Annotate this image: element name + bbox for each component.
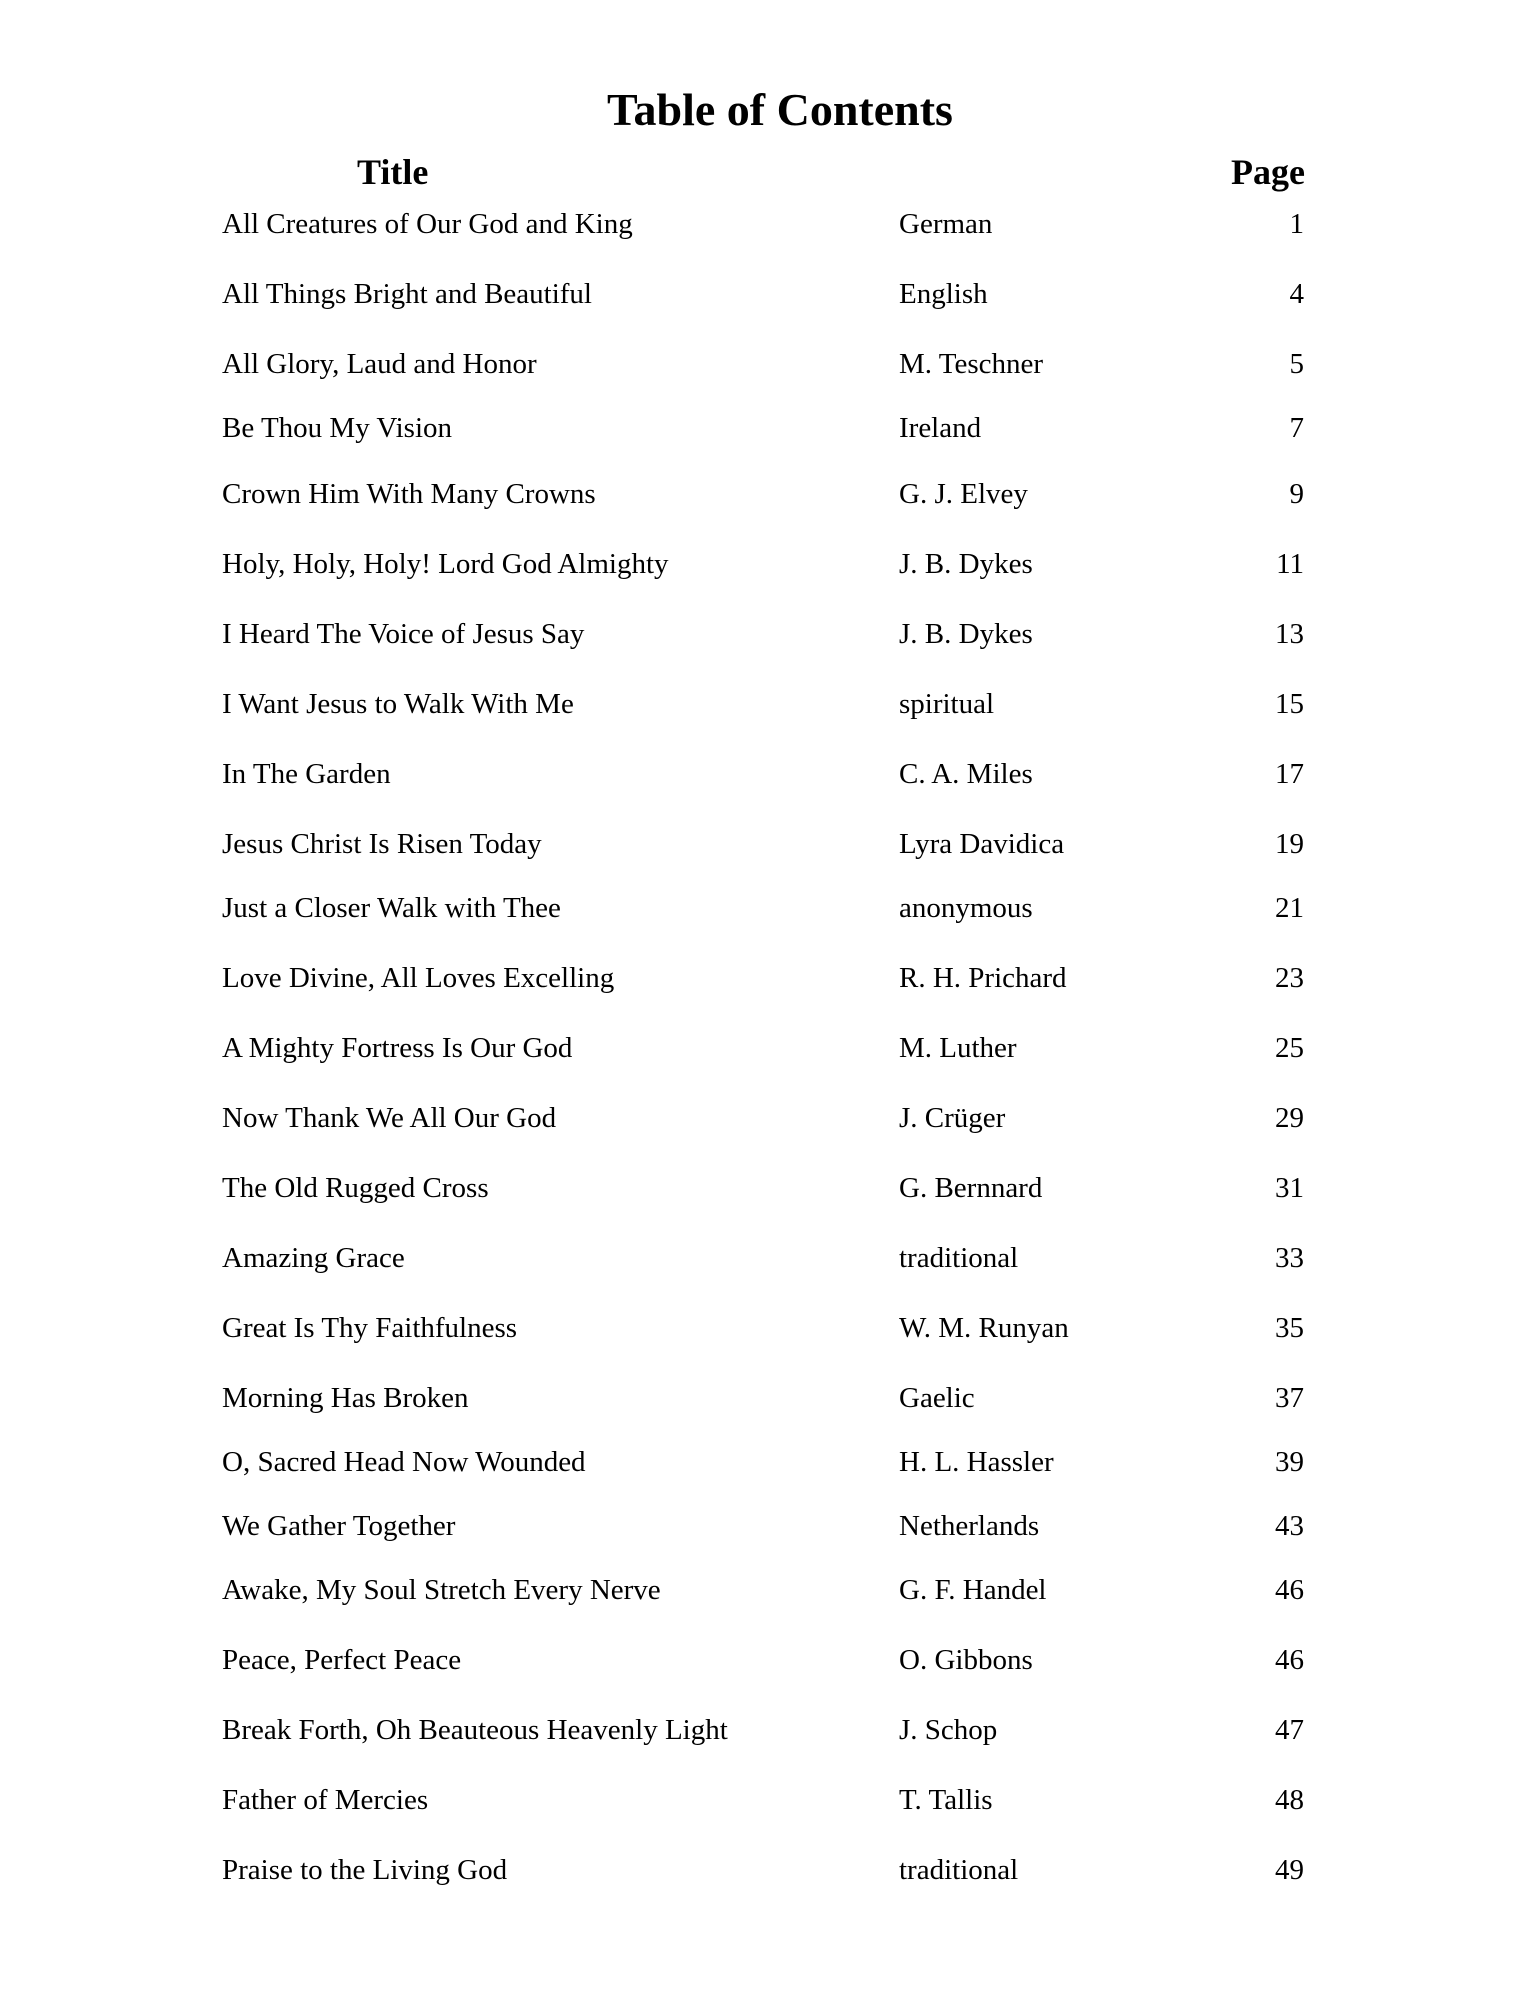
entry-composer: anonymous	[899, 892, 1033, 924]
toc-entry	[0, 1168, 1540, 1208]
entry-composer: M. Teschner	[899, 348, 1044, 380]
toc-entry	[0, 754, 1540, 794]
entry-composer: Lyra Davidica	[899, 828, 1065, 860]
entry-title: Awake, My Soul Stretch Every Nerve	[222, 1574, 661, 1606]
toc-entry	[0, 344, 1540, 384]
entry-composer: G. Bernnard	[899, 1172, 1043, 1204]
entry-page-number: 15	[1275, 688, 1304, 720]
toc-entry	[0, 1710, 1540, 1750]
toc-entry	[0, 204, 1540, 244]
entry-composer: J. B. Dykes	[899, 548, 1033, 580]
entry-page-number: 46	[1275, 1574, 1304, 1606]
entry-title: Break Forth, Oh Beauteous Heavenly Light	[222, 1714, 728, 1746]
entry-composer: Netherlands	[899, 1510, 1040, 1542]
entry-composer: W. M. Runyan	[899, 1312, 1069, 1344]
entry-composer: Gaelic	[899, 1382, 975, 1414]
entry-title: Amazing Grace	[222, 1242, 405, 1274]
toc-entry	[0, 1780, 1540, 1820]
entry-page-number: 19	[1275, 828, 1304, 860]
entry-title: All Creatures of Our God and King	[222, 208, 633, 240]
entry-page-number: 37	[1275, 1382, 1304, 1414]
entry-composer: H. L. Hassler	[899, 1446, 1054, 1478]
entry-page-number: 4	[1289, 278, 1304, 310]
entry-title: O, Sacred Head Now Wounded	[222, 1446, 586, 1478]
entry-title: We Gather Together	[222, 1510, 456, 1542]
entry-page-number: 17	[1275, 758, 1304, 790]
entry-page-number: 5	[1289, 348, 1304, 380]
entry-composer: English	[899, 278, 988, 310]
entry-title: Morning Has Broken	[222, 1382, 469, 1414]
toc-entry	[0, 824, 1540, 864]
entry-title: A Mighty Fortress Is Our God	[222, 1032, 573, 1064]
entry-page-number: 21	[1275, 892, 1304, 924]
toc-entry	[0, 1570, 1540, 1610]
entry-page-number: 13	[1275, 618, 1304, 650]
column-header-page: Page	[1231, 152, 1305, 192]
entry-title: All Glory, Laud and Honor	[222, 348, 537, 380]
entry-composer: traditional	[899, 1854, 1019, 1886]
entry-page-number: 48	[1275, 1784, 1304, 1816]
entry-page-number: 35	[1275, 1312, 1304, 1344]
entry-title: Praise to the Living God	[222, 1854, 508, 1886]
toc-entry	[0, 614, 1540, 654]
toc-entry	[0, 1238, 1540, 1278]
entry-composer: C. A. Miles	[899, 758, 1033, 790]
entry-page-number: 23	[1275, 962, 1304, 994]
entry-composer: Ireland	[899, 412, 982, 444]
entry-page-number: 33	[1275, 1242, 1304, 1274]
entry-page-number: 1	[1289, 208, 1304, 240]
entry-page-number: 39	[1275, 1446, 1304, 1478]
entry-title: Father of Mercies	[222, 1784, 429, 1816]
toc-entry	[0, 544, 1540, 584]
entry-composer: G. J. Elvey	[899, 478, 1028, 510]
entry-composer: German	[899, 208, 993, 240]
entry-page-number: 46	[1275, 1644, 1304, 1676]
toc-entry	[0, 1640, 1540, 1680]
entry-title: Be Thou My Vision	[222, 412, 453, 444]
entry-composer: O. Gibbons	[899, 1644, 1033, 1676]
entry-page-number: 11	[1276, 548, 1304, 580]
toc-entry	[0, 1098, 1540, 1138]
entry-title: Now Thank We All Our God	[222, 1102, 557, 1134]
entry-page-number: 7	[1289, 412, 1304, 444]
entry-page-number: 43	[1275, 1510, 1304, 1542]
toc-entry	[0, 1378, 1540, 1418]
toc-entry	[0, 888, 1540, 928]
entry-composer: J. B. Dykes	[899, 618, 1033, 650]
toc-entry	[0, 684, 1540, 724]
entry-title: I Want Jesus to Walk With Me	[222, 688, 574, 720]
entry-page-number: 9	[1289, 478, 1304, 510]
entry-composer: spiritual	[899, 688, 995, 720]
entry-title: Just a Closer Walk with Thee	[222, 892, 561, 924]
entry-composer: J. Schop	[899, 1714, 998, 1746]
entry-title: Holy, Holy, Holy! Lord God Almighty	[222, 548, 669, 580]
entry-title: Crown Him With Many Crowns	[222, 478, 596, 510]
entry-title: I Heard The Voice of Jesus Say	[222, 618, 585, 650]
column-header-title: Title	[357, 152, 429, 192]
entry-page-number: 29	[1275, 1102, 1304, 1134]
entry-title: The Old Rugged Cross	[222, 1172, 489, 1204]
entry-title: All Things Bright and Beautiful	[222, 278, 592, 310]
entry-composer: traditional	[899, 1242, 1019, 1274]
toc-entry	[0, 1850, 1540, 1890]
entry-composer: T. Tallis	[899, 1784, 993, 1816]
entry-composer: M. Luther	[899, 1032, 1017, 1064]
toc-entry	[0, 1442, 1540, 1482]
entry-page-number: 25	[1275, 1032, 1304, 1064]
toc-entry	[0, 1028, 1540, 1068]
entry-page-number: 49	[1275, 1854, 1304, 1886]
entry-composer: J. Crüger	[899, 1102, 1006, 1134]
entry-composer: R. H. Prichard	[899, 962, 1067, 994]
entry-title: In The Garden	[222, 758, 391, 790]
entry-composer: G. F. Handel	[899, 1574, 1047, 1606]
entry-title: Jesus Christ Is Risen Today	[222, 828, 542, 860]
page-title: Table of Contents	[607, 84, 953, 135]
entry-title: Love Divine, All Loves Excelling	[222, 962, 615, 994]
toc-entry	[0, 274, 1540, 314]
toc-entry	[0, 1308, 1540, 1348]
toc-entry	[0, 474, 1540, 514]
toc-entry	[0, 958, 1540, 998]
entry-title: Great Is Thy Faithfulness	[222, 1312, 518, 1344]
toc-entry	[0, 408, 1540, 448]
entry-title: Peace, Perfect Peace	[222, 1644, 462, 1676]
entry-page-number: 47	[1275, 1714, 1304, 1746]
toc-entry	[0, 1506, 1540, 1546]
entry-page-number: 31	[1275, 1172, 1304, 1204]
